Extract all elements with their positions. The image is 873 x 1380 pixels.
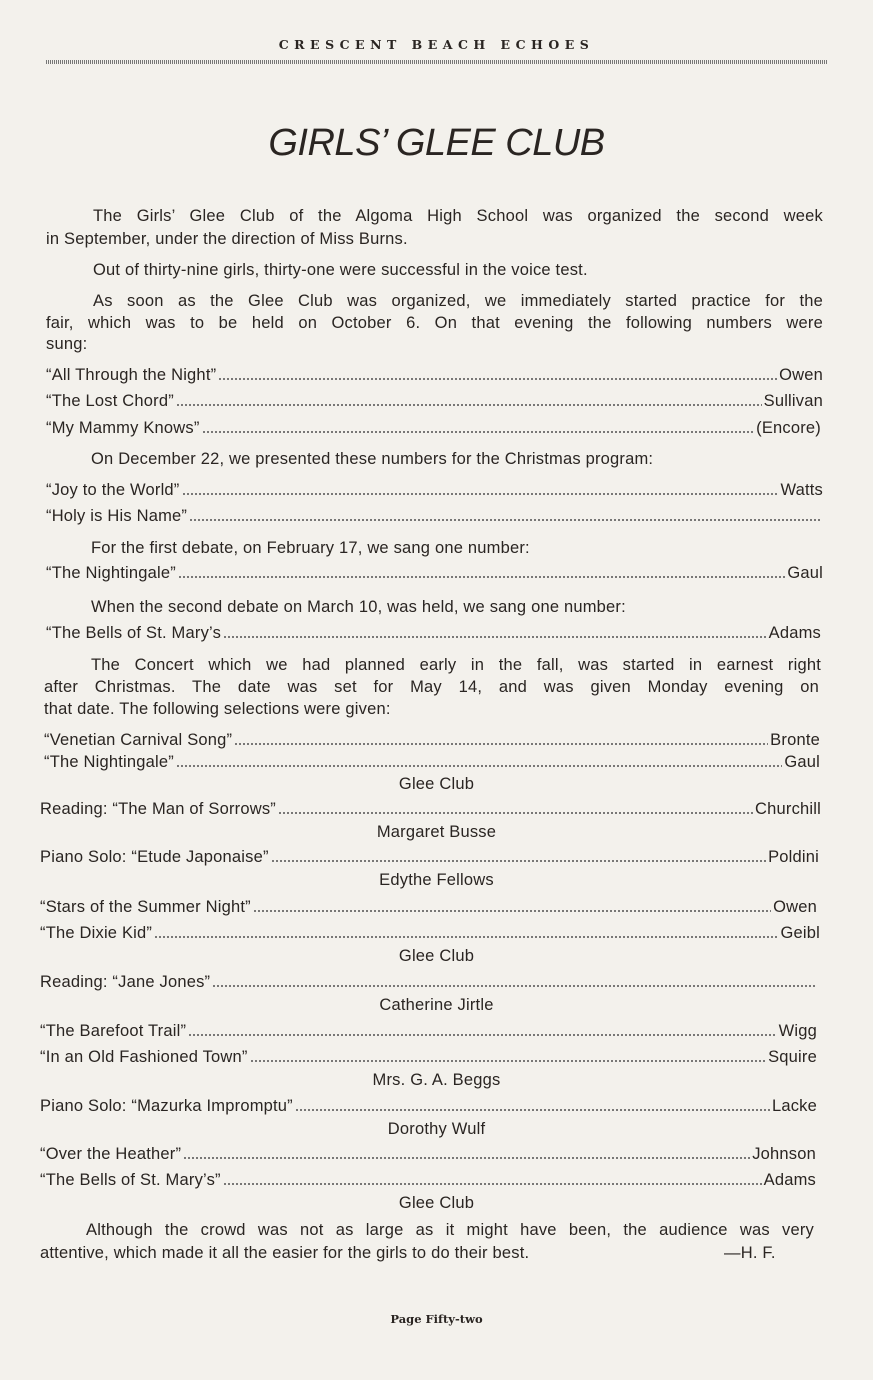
dot-leader [154,934,778,939]
song-title: “The Lost Chord” [46,392,174,410]
song-title: “In an Old Fashioned Town” [40,1048,248,1066]
composer: Geibl [780,924,820,942]
song-title: “All Through the Night” [46,366,217,384]
program-entry [44,751,820,773]
dot-leader [189,517,821,522]
performer: Glee Club [398,775,475,793]
paragraph-line: that date. The following selections were given: [44,700,391,718]
paragraph-line: As soon as the Glee Club was organized, we immediately started practice for the [93,292,823,310]
composer: Gaul [787,564,823,582]
program-entry [40,1046,817,1068]
dot-leader [218,376,777,381]
running-header: CRESCENT BEACH ECHOES [278,37,595,52]
program-entry [40,1095,817,1117]
song-title: “The Bells of St. Mary’s [46,624,222,642]
composer: Bronte [770,731,820,749]
composer: Owen [779,366,823,384]
dot-leader [295,1107,770,1112]
dot-leader [202,429,755,434]
dot-leader [188,1032,776,1037]
paragraph-line: after Christmas. The date was set for May 14, and was given Monday evening on [44,678,819,696]
paragraph-line: The Girls’ Glee Club of the Algoma High School was organized the second week [93,207,823,225]
performer: Glee Club [398,947,475,965]
paragraph-line: Out of thirty-nine girls, thirty-one were successful in the voice test. [93,261,588,279]
performer: Catherine Jirtle [379,996,494,1014]
program-entry [44,729,820,751]
composer: Squire [768,1048,817,1066]
song-title: “The Nightingale” [44,753,174,771]
paragraph-line: fair, which was to be held on October 6. On that evening the following numbers were [46,314,823,332]
program-entry [46,505,823,527]
song-title: “Holy is His Name” [46,507,188,525]
paragraph-line: When the second debate on March 10, was held, we sang one number: [91,598,626,616]
composer: Adams [763,1171,816,1189]
paragraph-line: sung: [46,335,88,353]
paragraph-line: The Concert which we had planned early in the fall, was started in earnest right [91,656,821,674]
dot-leader [234,741,768,746]
composer: Watts [780,481,823,499]
song-title: “Stars of the Summer Night” [40,898,251,916]
header-rule [46,60,827,64]
paragraph-line: On December 22, we presented these numbers for the Christmas program: [91,450,654,468]
composer: Poldini [768,848,819,866]
composer: Owen [773,898,817,916]
composer: Churchill [755,800,821,818]
dot-leader [271,858,766,863]
composer: Adams [768,624,821,642]
dot-leader [176,402,762,407]
dot-leader [183,1155,750,1160]
dot-leader [182,491,779,496]
page-title: GIRLS’ GLEE CLUB [268,122,605,164]
paragraph-line: For the first debate, on February 17, we sang one number: [91,539,530,557]
song-title: “Venetian Carnival Song” [44,731,233,749]
composer: Wigg [778,1022,817,1040]
song-title: “The Barefoot Trail” [40,1022,187,1040]
program-entry [46,479,823,501]
page-number: Page Fifty-two [390,1312,483,1326]
song-title: “The Bells of St. Mary’s” [40,1171,221,1189]
program-entry [46,390,823,412]
performer: Margaret Busse [376,823,497,841]
program-entry [46,417,821,439]
performer: Glee Club [398,1194,475,1212]
composer: Gaul [784,753,820,771]
paragraph-line: Although the crowd was not as large as it might have been, the audience was very [86,1221,814,1239]
dot-leader [212,983,815,988]
program-entry [40,922,820,944]
program-entry [40,798,821,820]
program-entry [40,1169,816,1191]
program-entry [40,1143,816,1165]
composer: Lacke [771,1097,817,1115]
song-title: “The Nightingale” [46,564,176,582]
program-entry [46,562,823,584]
song-title: “Over the Heather” [40,1145,182,1163]
song-title: Reading: “Jane Jones” [40,973,211,991]
paragraph-line: in September, under the direction of Miss Burns. [46,230,408,248]
dot-leader [253,908,771,913]
program-entry [40,971,817,993]
song-title: Piano Solo: “Mazurka Impromptu” [40,1097,293,1115]
dot-leader [176,763,782,768]
dot-leader [178,574,785,579]
composer: (Encore) [756,419,821,437]
dot-leader [278,810,753,815]
performer: Edythe Fellows [379,871,494,889]
dot-leader [223,1181,762,1186]
program-entry [40,846,819,868]
composer: Sullivan [763,392,823,410]
song-title: “Joy to the World” [46,481,180,499]
song-title: Reading: “The Man of Sorrows” [40,800,276,818]
program-entry [46,364,823,386]
composer: Johnson [752,1145,816,1163]
program-entry [40,1020,817,1042]
program-entry [40,896,817,918]
dot-leader [250,1058,767,1063]
performer: Mrs. G. A. Beggs [372,1071,501,1089]
song-title: Piano Solo: “Etude Japonaise” [40,848,269,866]
program-entry [46,622,821,644]
signature: —H. F. [724,1244,776,1262]
paragraph-line: attentive, which made it all the easier for the girls to do their best. [40,1244,530,1262]
performer: Dorothy Wulf [387,1120,486,1138]
song-title: “My Mammy Knows” [46,419,200,437]
dot-leader [223,634,767,639]
song-title: “The Dixie Kid” [40,924,153,942]
